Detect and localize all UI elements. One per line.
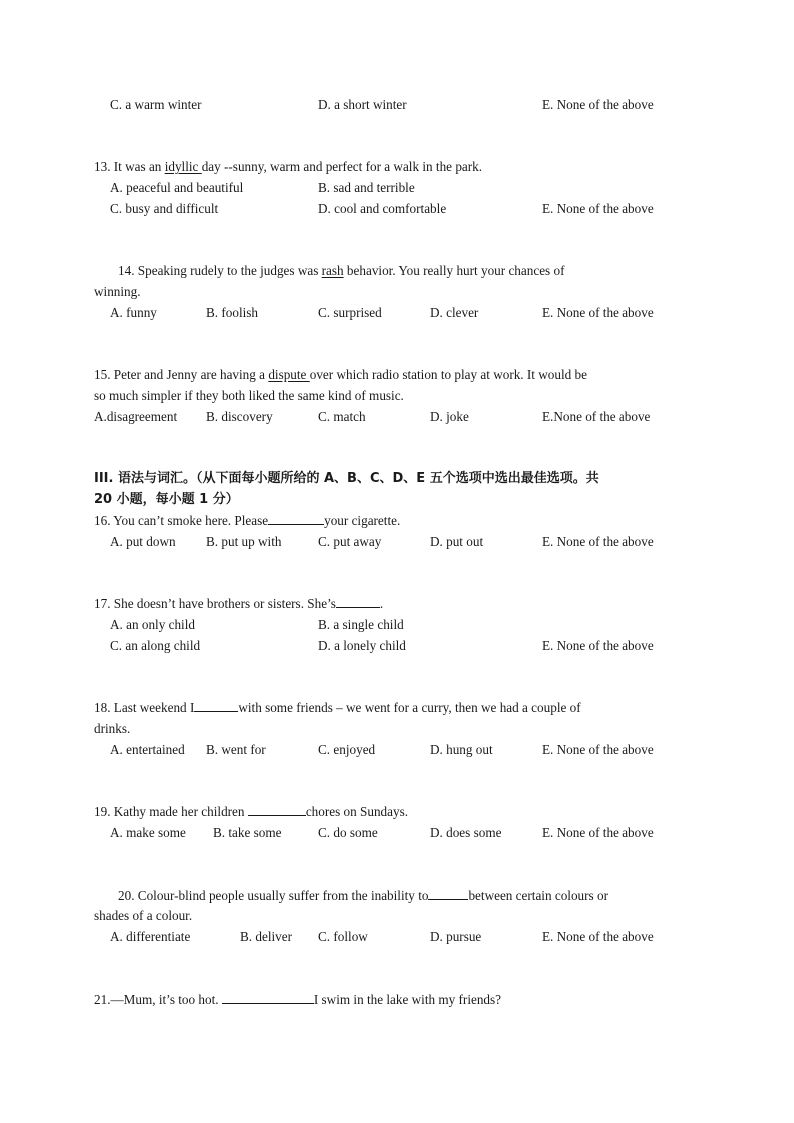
option-d: D. hung out (430, 742, 493, 757)
question-stem (94, 699, 581, 717)
stem-continuation: shades of a colour. (94, 908, 193, 923)
option-c: C. put away (318, 534, 382, 549)
option-d: D. a short winter (318, 97, 407, 112)
stem-text: your cigarette. (324, 513, 401, 528)
underlined-keyword: idyllic (164, 159, 202, 174)
option-d: D. a lonely child (318, 638, 406, 653)
option-d: D. put out (430, 534, 484, 549)
option-d: D. does some (430, 825, 502, 840)
stem-text: 20. Colour-blind people usually suffer from the inability to (118, 888, 429, 903)
option-b: B. foolish (206, 305, 259, 320)
stem-text: day --sunny, warm and perfect for a walk in the park. (201, 159, 483, 174)
option-c: C. surprised (318, 305, 382, 320)
answer-blank (194, 699, 238, 712)
option-b: B. put up with (206, 534, 282, 549)
option-b: B. a single child (318, 617, 404, 632)
question-stem (94, 991, 501, 1009)
option-b: B. take some (213, 825, 282, 840)
answer-blank (336, 595, 380, 608)
option-d: D. cool and comfortable (318, 201, 447, 216)
stem-text: I swim in the lake with my friends? (313, 992, 502, 1007)
option-e: E. None of the above (542, 638, 654, 653)
question-stem (94, 366, 587, 384)
stem-text: behavior. You really hurt your chances of (343, 263, 565, 278)
question-stem (94, 158, 482, 176)
option-a: A. make some (110, 825, 186, 840)
question-stem (118, 262, 564, 280)
underlined-keyword: dispute (268, 367, 310, 382)
stem-text: 14. Speaking rudely to the judges was (118, 263, 322, 278)
stem-text: 21.—Mum, it’s too hot. (94, 992, 222, 1007)
option-a: A. an only child (110, 617, 195, 632)
option-e: E. None of the above (542, 534, 654, 549)
option-a: A.disagreement (94, 409, 178, 424)
stem-text: over which radio station to play at work. It would be (309, 367, 587, 382)
option-a: A. differentiate (110, 929, 191, 944)
answer-blank (428, 887, 468, 900)
stem-text: with some friends – we went for a curry, then we had a couple of (238, 700, 581, 715)
stem-text: 16. You can’t smoke here. Please (94, 513, 269, 528)
option-b: B. sad and terrible (318, 180, 415, 195)
underlined-keyword: rash (321, 263, 344, 278)
stem-text: between certain colours or (468, 888, 608, 903)
option-e: E. None of the above (542, 825, 654, 840)
answer-blank (248, 803, 306, 816)
option-d: D. pursue (430, 929, 482, 944)
option-a: A. peaceful and beautiful (110, 180, 244, 195)
option-d: D. joke (430, 409, 469, 424)
option-e: E. None of the above (542, 742, 654, 757)
question-stem (94, 803, 408, 821)
question-stem (94, 595, 383, 613)
option-e: E. None of the above (542, 305, 654, 320)
option-d: D. clever (430, 305, 479, 320)
option-e: E.None of the above (542, 409, 651, 424)
option-c: C. follow (318, 929, 368, 944)
stem-continuation: winning. (94, 284, 141, 299)
option-b: B. went for (206, 742, 266, 757)
option-c: C. do some (318, 825, 378, 840)
stem-text: 19. Kathy made her children (94, 804, 248, 819)
option-c: C. match (318, 409, 366, 424)
option-c: C. busy and difficult (110, 201, 219, 216)
option-a: A. put down (110, 534, 176, 549)
question-stem (118, 887, 608, 905)
option-c: C. an along child (110, 638, 201, 653)
option-a: A. funny (110, 305, 157, 320)
stem-text: . (379, 596, 384, 611)
option-e: E. None of the above (542, 929, 654, 944)
stem-text: 17. She doesn’t have brothers or sisters. She’s (94, 596, 336, 611)
option-e: E. None of the above (542, 97, 654, 112)
stem-text: 13. It was an (94, 159, 165, 174)
option-c: C. a warm winter (110, 97, 202, 112)
question-stem (94, 512, 400, 530)
stem-text: 18. Last weekend I (94, 700, 195, 715)
option-a: A. entertained (110, 742, 185, 757)
stem-text: 15. Peter and Jenny are having a (94, 367, 269, 382)
stem-continuation: so much simpler if they both liked the same kind of music. (94, 388, 404, 403)
stem-text: chores on Sundays. (305, 804, 409, 819)
option-b: B. deliver (240, 929, 293, 944)
option-b: B. discovery (206, 409, 273, 424)
answer-blank (222, 991, 314, 1004)
stem-continuation: drinks. (94, 721, 131, 736)
option-c: C. enjoyed (318, 742, 376, 757)
section-heading-line: III. 语法与词汇。（从下面每小题所给的 A、B、C、D、E 五个选项中选出最佳选项。共 (94, 471, 599, 486)
section-heading-line: 20 小题，每小题 1 分） (94, 492, 239, 507)
answer-blank (268, 512, 324, 525)
option-e: E. None of the above (542, 201, 654, 216)
